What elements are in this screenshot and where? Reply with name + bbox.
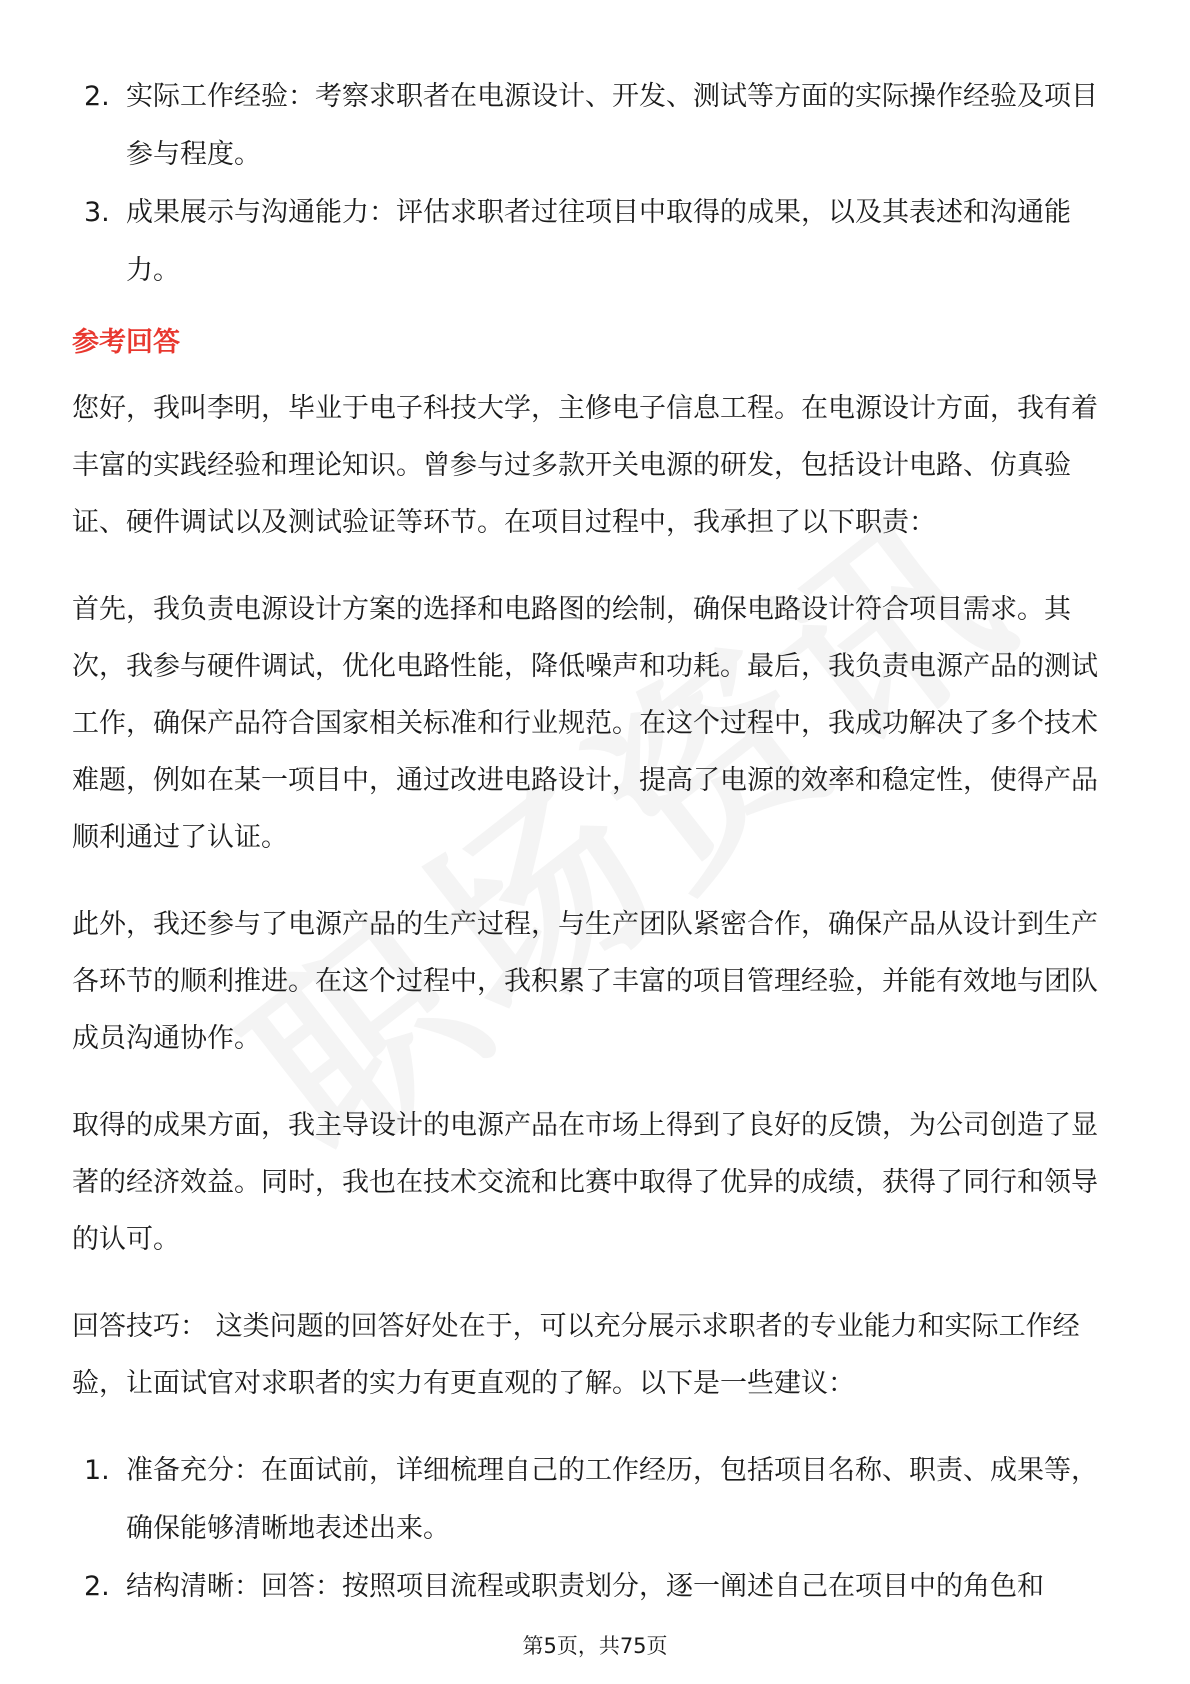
list-item-number: 1.	[84, 1455, 110, 1486]
list-item	[72, 68, 1122, 184]
paragraph: 首先，我负责电源设计方案的选择和电路图的绘制，确保电路设计符合项目需求。其次，我参与硬件调试，优化电路性能，降低噪声和功耗。最后，我负责电源产品的测试工作，确保产品符合国家相关标准和行业规范。在这个过程中，我成功解决了多个技术难题，例如在某一项目中，通过改进电路设计，提高了电源的效率和稳定性，使得产品顺利通过了认证。	[72, 594, 1098, 853]
list-item-text: 成果展示与沟通能力：评估求职者过往项目中取得的成果，以及其表述和沟通能力。	[126, 197, 1071, 286]
paragraph: 此外，我还参与了电源产品的生产过程，与生产团队紧密合作，确保产品从设计到生产各环节的顺利推进。在这个过程中，我积累了丰富的项目管理经验，并能有效地与团队成员沟通协作。	[72, 909, 1098, 1054]
list-item-text: 实际工作经验：考察求职者在电源设计、开发、测试等方面的实际操作经验及项目参与程度。	[126, 81, 1098, 170]
list-item-text: 准备充分：在面试前，详细梳理自己的工作经历，包括项目名称、职责、成果等，确保能够清晰地表述出来。	[126, 1455, 1098, 1544]
tips-list	[72, 1442, 1122, 1616]
page-number-footer: 第5页，共75页	[522, 1634, 668, 1658]
list-item	[72, 184, 1122, 300]
section-heading: 参考回答	[72, 327, 180, 358]
paragraph: 取得的成果方面，我主导设计的电源产品在市场上得到了良好的反馈，为公司创造了显著的经济效益。同时，我也在技术交流和比赛中取得了优异的成绩，获得了同行和领导的认可。	[72, 1110, 1098, 1255]
list-item-number: 2.	[84, 81, 110, 112]
list-item-number: 3.	[84, 197, 110, 228]
page-content	[72, 68, 1122, 1616]
list-item	[72, 1558, 1122, 1616]
list-item-number: 2.	[84, 1571, 110, 1602]
list-item-text: 结构清晰：回答：按照项目流程或职责划分，逐一阐述自己在项目中的角色和	[126, 1571, 1044, 1602]
paragraph: 您好，我叫李明，毕业于电子科技大学，主修电子信息工程。在电源设计方面，我有着丰富的实践经验和理论知识。曾参与过多款开关电源的研发，包括设计电路、仿真验证、硬件调试以及测试验证等环节。在项目过程中，我承担了以下职责：	[72, 393, 1098, 538]
list-item	[72, 1442, 1122, 1558]
paragraph: 回答技巧： 这类问题的回答好处在于，可以充分展示求职者的专业能力和实际工作经验，让面试官对求职者的实力有更直观的了解。以下是一些建议：	[72, 1311, 1080, 1399]
criteria-list	[72, 68, 1122, 300]
